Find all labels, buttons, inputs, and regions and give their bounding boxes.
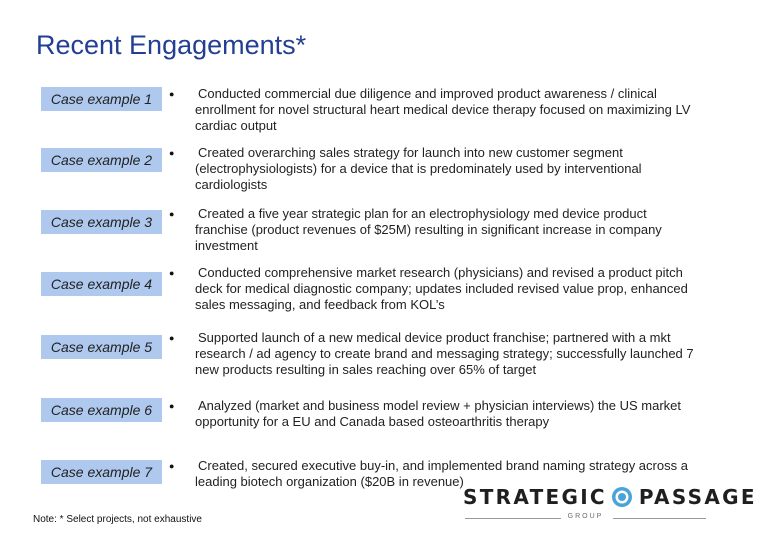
bullet-icon: ● — [169, 148, 175, 158]
case-label: Case example 6 — [41, 398, 162, 422]
bullet-icon: ● — [169, 209, 175, 219]
case-label: Case example 1 — [41, 87, 162, 111]
logo-subline: GROUP — [567, 513, 604, 520]
case-description: Created, secured executive buy-in, and implemented brand naming strategy across a leading biotech organization ($20B in revenue) — [195, 458, 688, 489]
footnote: Note: * Select projects, not exhaustive — [33, 514, 202, 525]
circle-logo-icon — [611, 486, 633, 508]
case-description: Created overarching sales strategy for launch into new customer segment (electrophysiologists) for a device that is predominately used by interventional cardiologists — [195, 145, 642, 192]
case-label: Case example 2 — [41, 148, 162, 172]
case-label: Case example 7 — [41, 460, 162, 484]
case-description: Created a five year strategic plan for an electrophysiology med device product franchise (product revenues of $25M) resulting in significant increase in company investment — [195, 206, 662, 253]
case-description: Conducted commercial due diligence and improved product awareness / clinical enrollment for novel structural heart medical device therapy focused on maximizing LV cardiac output — [195, 86, 691, 133]
bullet-icon: ● — [169, 268, 175, 278]
case-description: Analyzed (market and business model review + physician interviews) the US market opportunity for a EU and Canada based osteoarthritis therapy — [195, 398, 682, 429]
logo-wordmark — [463, 484, 757, 510]
bullet-icon: ● — [169, 461, 175, 471]
case-label: Case example 4 — [41, 272, 162, 296]
case-description: Supported launch of a new medical device product franchise; partnered with a mkt research / ad agency to create brand and messaging strategy; successfully launched 7 new products resulting in sales reaching over 65% of target — [195, 330, 694, 377]
case-description: Conducted comprehensive market research (physicians) and revised a product pitch deck for medical diagnostic company; updates included revised value prop, enhanced sales messaging, and feedback from KOL’s — [195, 265, 688, 312]
bullet-icon: ● — [169, 333, 175, 343]
bullet-icon: ● — [169, 89, 175, 99]
logo-divider-right — [613, 518, 706, 519]
case-label: Case example 3 — [41, 210, 162, 234]
bullet-icon: ● — [169, 401, 175, 411]
logo-word-right: PASSAGE — [638, 485, 757, 509]
company-logo — [463, 484, 757, 524]
case-label: Case example 5 — [41, 335, 162, 359]
page-title: Recent Engagements* — [36, 30, 307, 60]
logo-word-left: STRATEGIC — [463, 485, 607, 509]
